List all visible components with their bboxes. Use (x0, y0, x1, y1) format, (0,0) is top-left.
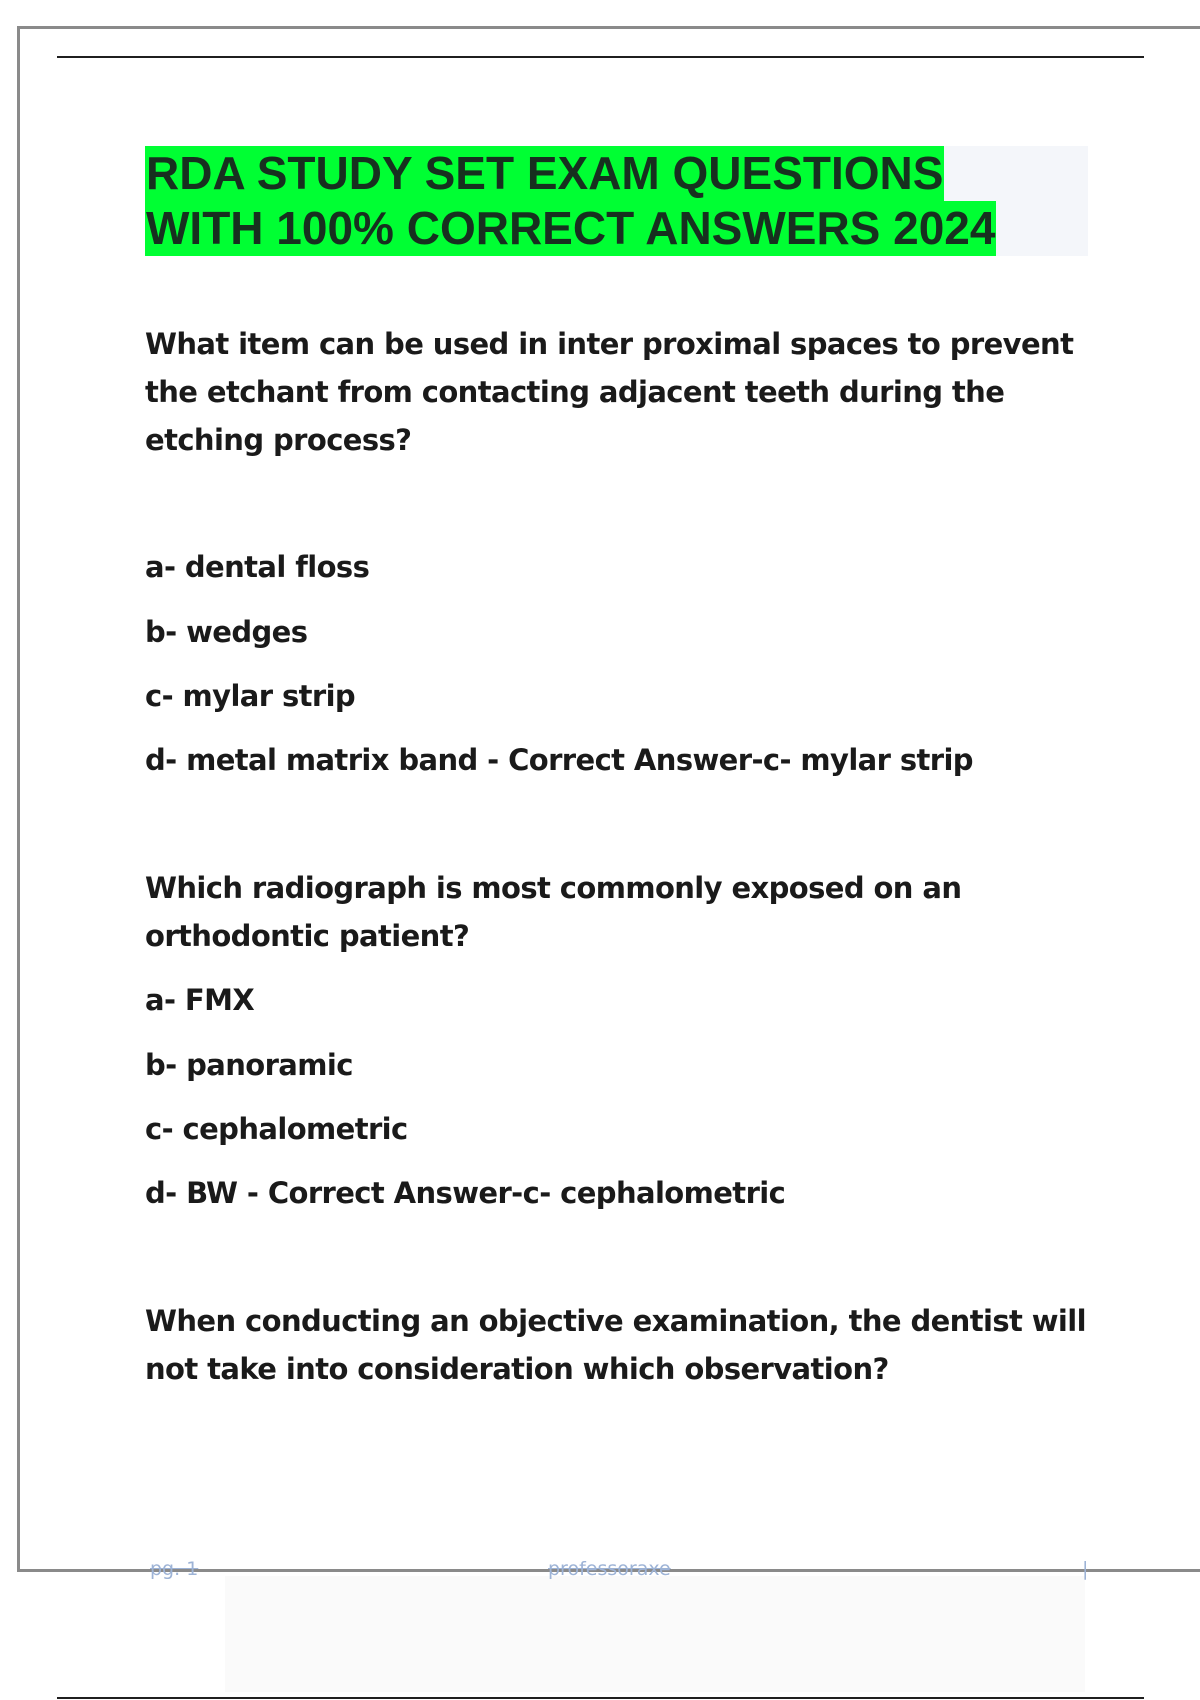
question-2-text: Which radiograph is most commonly exposed on an orthodontic patient? (145, 871, 962, 953)
footer-page-number: pg. 1 (150, 1558, 199, 1580)
question-2-option-a: a- FMX (145, 983, 255, 1017)
question-3-text: When conducting an objective examination, the dentist will not take into consideration which observation? (145, 1304, 1086, 1386)
question-1-option-c: c- mylar strip (145, 679, 356, 713)
footer-area (225, 1576, 1085, 1692)
question-1-option-b: b- wedges (145, 615, 308, 649)
document-title-line-1: RDA STUDY SET EXAM QUESTIONS (146, 147, 944, 199)
question-2-option-c: c- cephalometric (145, 1112, 408, 1146)
question-1-option-a: a- dental floss (145, 550, 370, 584)
footer-separator: | (1082, 1558, 1089, 1580)
header-rule (57, 56, 1144, 58)
question-2-option-d-answer: d- BW - Correct Answer-c- cephalometric (145, 1176, 786, 1210)
question-1-text: What item can be used in inter proximal spaces to prevent the etchant from contacting adjacent teeth during the etching process? (145, 327, 1074, 457)
footer-rule (57, 1697, 1144, 1699)
question-1-option-d-answer: d- metal matrix band - Correct Answer-c- mylar strip (145, 743, 973, 777)
document-title-line-2: WITH 100% CORRECT ANSWERS 2024 (146, 202, 996, 254)
question-2-option-b: b- panoramic (145, 1048, 353, 1082)
footer-author: professoraxe (548, 1558, 671, 1580)
